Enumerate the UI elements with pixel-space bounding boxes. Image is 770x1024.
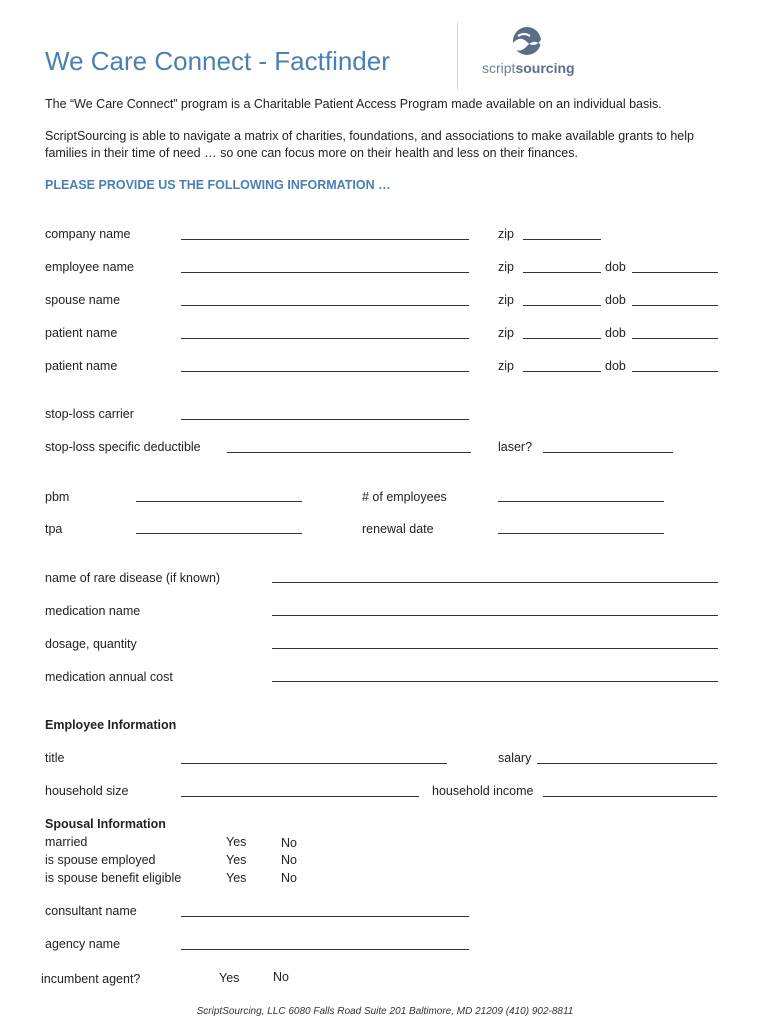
instructions-heading: PLEASE PROVIDE US THE FOLLOWING INFORMATION … <box>45 178 391 192</box>
company-logo <box>482 26 592 82</box>
company-zip-label: zip <box>498 227 514 241</box>
medication-name-field[interactable] <box>272 615 718 616</box>
household-size-field[interactable] <box>181 796 419 797</box>
stop-loss-deductible-field[interactable] <box>227 452 471 453</box>
medication-cost-field[interactable] <box>272 681 718 682</box>
spouse-name-label: spouse name <box>45 293 121 307</box>
household-income-label: household income <box>432 784 534 798</box>
dosage-quantity-label: dosage, quantity <box>45 637 137 651</box>
dosage-quantity-field[interactable] <box>272 648 718 649</box>
household-income-field[interactable] <box>543 796 717 797</box>
medication-cost-label: medication annual cost <box>45 670 173 684</box>
salary-field[interactable] <box>537 763 717 764</box>
salary-label: salary <box>498 751 532 765</box>
spouse-name-field[interactable] <box>181 305 469 306</box>
married-no-option[interactable]: No <box>281 836 297 850</box>
page-title: We Care Connect - Factfinder <box>45 46 390 76</box>
patient-dob-field-1[interactable] <box>632 338 718 339</box>
intro-paragraph-1: The “We Care Connect” program is a Charitable Patient Access Program made available on an individual basis. <box>45 97 662 111</box>
title-label: title <box>45 751 65 765</box>
spouse-benefit-yes-option[interactable]: Yes <box>226 871 247 885</box>
spouse-benefit-label: is spouse benefit eligible <box>45 871 182 885</box>
agency-name-label: agency name <box>45 937 121 951</box>
spouse-benefit-no-option[interactable]: No <box>281 871 297 885</box>
renewal-date-label: renewal date <box>362 522 434 536</box>
patient-dob-label-2: dob <box>605 359 626 373</box>
married-yes-option[interactable]: Yes <box>226 835 247 849</box>
company-name-field[interactable] <box>181 239 469 240</box>
spouse-dob-field[interactable] <box>632 305 718 306</box>
employee-name-field[interactable] <box>181 272 469 273</box>
logo-wordmark: scriptsourcing <box>482 60 575 76</box>
spouse-zip-field[interactable] <box>523 305 601 306</box>
laser-field[interactable] <box>543 452 673 453</box>
agency-name-field[interactable] <box>181 949 469 950</box>
consultant-name-field[interactable] <box>181 916 469 917</box>
patient-zip-field-1[interactable] <box>523 338 601 339</box>
employee-name-label: employee name <box>45 260 134 274</box>
employee-zip-field[interactable] <box>523 272 601 273</box>
page-footer: ScriptSourcing, LLC 6080 Falls Road Suite 201 Baltimore, MD 21209 (410) 902-8811 <box>196 1006 574 1017</box>
spousal-info-heading: Spousal Information <box>45 817 166 831</box>
stop-loss-carrier-label: stop-loss carrier <box>45 407 134 421</box>
laser-label: laser? <box>498 440 533 454</box>
consultant-name-label: consultant name <box>45 904 137 918</box>
spouse-employed-no-option[interactable]: No <box>281 853 297 867</box>
employee-info-heading: Employee Information <box>45 718 177 732</box>
patient-name-label-1: patient name <box>45 326 118 340</box>
patient-zip-label-1: zip <box>498 326 514 340</box>
spouse-employed-label: is spouse employed <box>45 853 156 867</box>
num-employees-field[interactable] <box>498 501 664 502</box>
spouse-dob-label: dob <box>605 293 626 307</box>
company-zip-field[interactable] <box>523 239 601 240</box>
patient-name-field-2[interactable] <box>181 371 469 372</box>
incumbent-agent-yes-option[interactable]: Yes <box>219 971 240 985</box>
spouse-zip-label: zip <box>498 293 514 307</box>
intro-paragraph-2: ScriptSourcing is able to navigate a matrix of charities, foundations, and associations to make available grants to help families in their time of need … so one can focus more on their health and less on their finances. <box>45 129 694 160</box>
renewal-date-field[interactable] <box>498 533 664 534</box>
rare-disease-field[interactable] <box>272 582 718 583</box>
patient-name-field-1[interactable] <box>181 338 469 339</box>
employee-zip-label: zip <box>498 260 514 274</box>
scriptsourcing-logo-icon <box>482 26 592 62</box>
header-divider <box>457 22 458 90</box>
employee-dob-field[interactable] <box>632 272 718 273</box>
stop-loss-carrier-field[interactable] <box>181 419 469 420</box>
patient-zip-label-2: zip <box>498 359 514 373</box>
incumbent-agent-label: incumbent agent? <box>41 972 141 986</box>
married-label: married <box>45 835 88 849</box>
rare-disease-label: name of rare disease (if known) <box>45 571 221 585</box>
patient-dob-field-2[interactable] <box>632 371 718 372</box>
pbm-field[interactable] <box>136 501 302 502</box>
medication-name-label: medication name <box>45 604 141 618</box>
title-field[interactable] <box>181 763 447 764</box>
spouse-employed-yes-option[interactable]: Yes <box>226 853 247 867</box>
patient-name-label-2: patient name <box>45 359 118 373</box>
patient-zip-field-2[interactable] <box>523 371 601 372</box>
pbm-label: pbm <box>45 490 70 504</box>
company-name-label: company name <box>45 227 131 241</box>
patient-dob-label-1: dob <box>605 326 626 340</box>
tpa-field[interactable] <box>136 533 302 534</box>
household-size-label: household size <box>45 784 129 798</box>
tpa-label: tpa <box>45 522 63 536</box>
stop-loss-deductible-label: stop-loss specific deductible <box>45 440 201 454</box>
num-employees-label: # of employees <box>362 490 447 504</box>
employee-dob-label: dob <box>605 260 626 274</box>
incumbent-agent-no-option[interactable]: No <box>273 970 289 984</box>
